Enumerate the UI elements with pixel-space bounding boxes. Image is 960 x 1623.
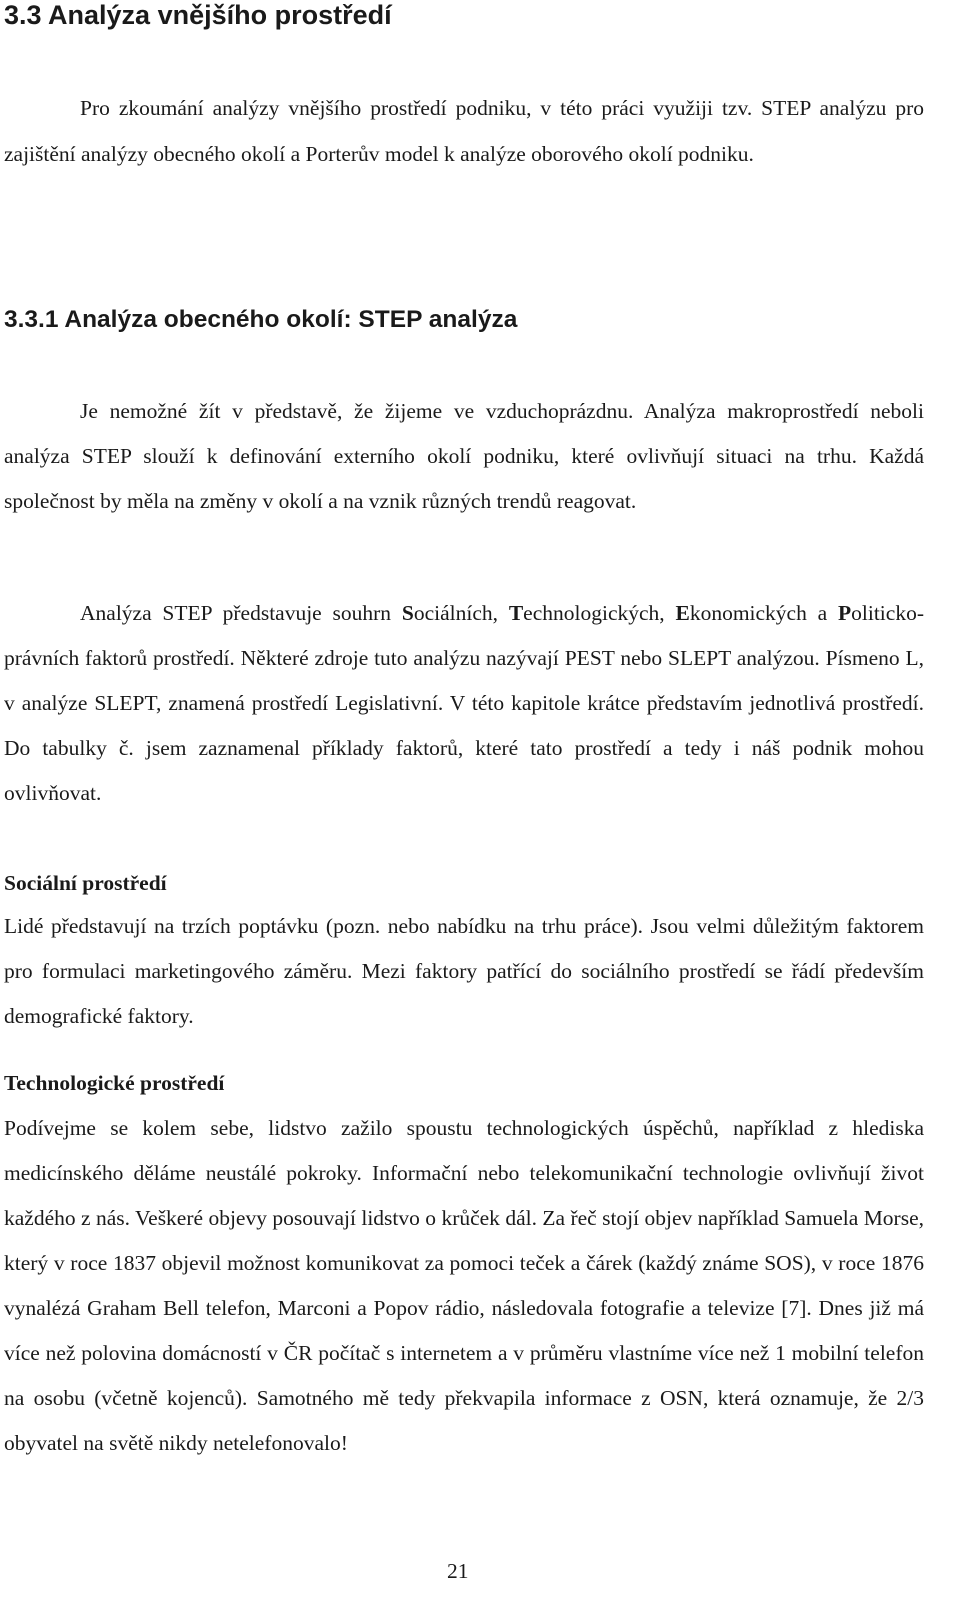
subsection-title: 3.3.1 Analýza obecného okolí: STEP analýza (4, 306, 518, 333)
step-text-5: oliticko-právních faktorů prostředí. Některé zdroje tuto analýzu nazývají PEST nebo SLEPT analýzou. Písmeno L, v analýze SLEPT, znamená prostředí Legislativní. V této kapitole krátce představím jednotlivá prostředí. Do tabulky č. jsem zaznamenal příklady faktorů, které tato prostředí a tedy i náš podnik mohou ovlivňovat. (4, 601, 924, 805)
step-letter-s: S (401, 601, 414, 625)
technological-paragraph: Podívejme se kolem sebe, lidstvo zažilo spoustu technologických úspěchů, například z hlediska medicínského děláme neustálé pokroky. Informační nebo telekomunikační technologie ovlivňují život každého z nás. Veškeré objevy posouvají lidstvo o krůček dál. Za řeč stojí objev například Samuela Morse, který v roce 1837 objevil možnost komunikovat za pomoci teček a čárek (každý známe SOS), v roce 1876 vynalézá Graham Bell telefon, Marconi a Popov rádio, následovala fotografie a televize [7]. Dnes již má více než polovina domácností v ČR počítač s internetem a v průměru vlastníme více než 1 mobilní telefon na osobu (včetně kojenců). Samotného mě tedy překvapila informace z OSN, která oznamuje, že 2/3 obyvatel na světě nikdy netelefonovalo! (4, 1116, 924, 1455)
page-number: 21 (447, 1559, 469, 1583)
step-letter-t: T (508, 601, 524, 625)
intro-paragraph: Pro zkoumání analýzy vnějšího prostředí podniku, v této práci využiji tzv. STEP analýzu pro zajištění analýzy obecného okolí a Porterův model k analýze oborového okolí podniku. (4, 96, 924, 166)
step-definition-paragraph (4, 591, 924, 816)
step-letter-p: P (838, 601, 852, 625)
social-paragraph: Lidé představují na trzích poptávku (pozn. nebo nabídku na trhu práce). Jsou velmi důležitým faktorem pro formulaci marketingového záměru. Mezi faktory patřící do sociálního prostředí se řádí především demografické faktory. (4, 914, 924, 1028)
technological-heading: Technologické prostředí (4, 1071, 225, 1095)
step-intro-paragraph: Je nemožné žít v představě, že žijeme ve vzduchoprázdnu. Analýza makroprostředí neboli analýza STEP slouží k definování externího okolí podniku, které ovlivňují situaci na trhu. Každá společnost by měla na změny v okolí a na vznik různých trendů reagovat. (4, 399, 924, 513)
step-text-4: konomických a (689, 601, 838, 625)
step-text-1: Analýza STEP představuje souhrn (80, 601, 402, 625)
step-text-3: echnologických, (523, 601, 676, 625)
step-letter-e: E (675, 601, 690, 625)
social-heading: Sociální prostředí (4, 871, 167, 895)
step-text-2: ociálních, (413, 601, 509, 625)
section-title: 3.3 Analýza vnějšího prostředí (4, 0, 392, 30)
